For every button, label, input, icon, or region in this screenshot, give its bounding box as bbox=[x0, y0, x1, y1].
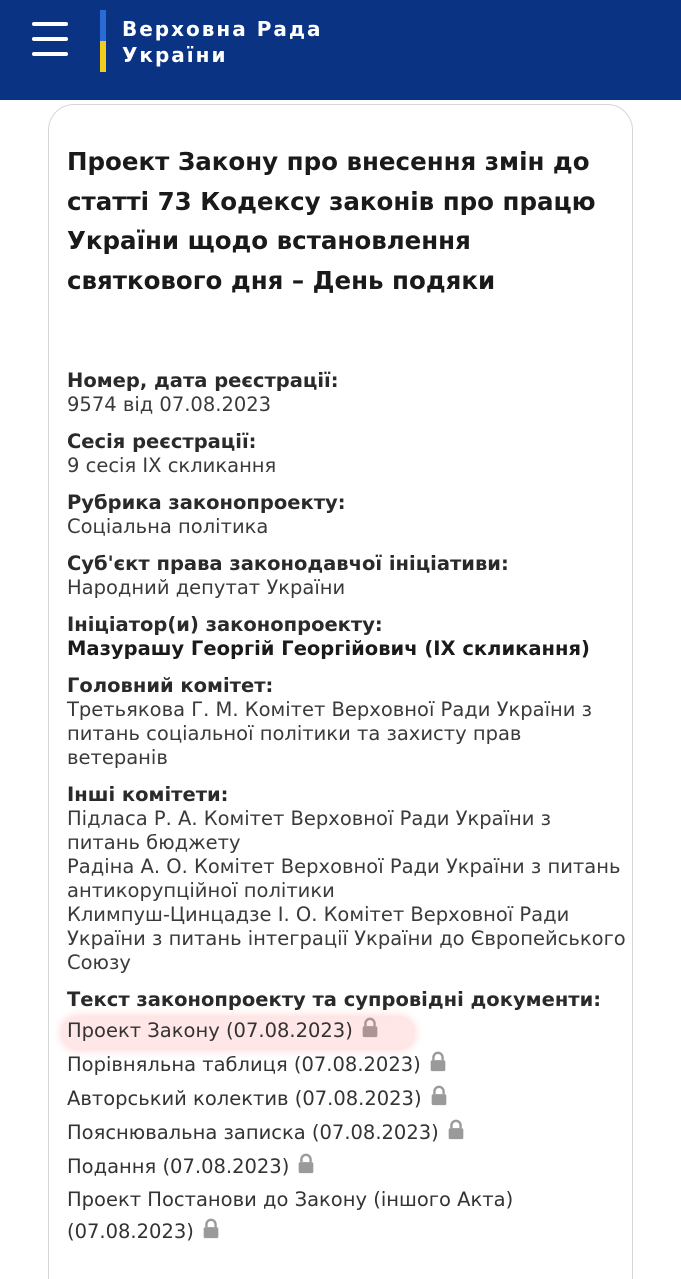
field-label: Сесія реєстрації: bbox=[67, 430, 257, 453]
field-main-committee bbox=[67, 674, 627, 770]
lock-icon bbox=[445, 1119, 467, 1141]
field-label: Суб'єкт права законодавчої ініціативи: bbox=[67, 552, 509, 575]
initiator-link[interactable]: Мазурашу Георгій Георгійович (IX скликання) bbox=[67, 637, 590, 660]
field-value: Народний депутат України bbox=[67, 576, 346, 599]
logo-text bbox=[122, 16, 362, 68]
field-value: Третьякова Г. М. Комітет Верховної Ради України з питань соціальної політики та захисту прав ветеранів bbox=[67, 698, 593, 769]
document-title: Пояснювальна записка (07.08.2023) bbox=[67, 1121, 439, 1144]
committee-item: Климпуш-Цинцадзе І. О. Комітет Верховної Ради України з питань інтеграції України до Європейського Союзу bbox=[67, 903, 626, 974]
field-session bbox=[67, 430, 627, 478]
bill-title: Проект Закону про внесення змін до статті 73 Кодексу законів про працю України щодо встановлення святкового дня – День подяки bbox=[67, 147, 596, 295]
field-rubric bbox=[67, 491, 627, 539]
document-title: Подання (07.08.2023) bbox=[67, 1155, 290, 1178]
field-other-committees bbox=[67, 783, 627, 975]
logo-line-1: Верховна Рада bbox=[122, 17, 323, 41]
flag-icon bbox=[100, 10, 106, 72]
field-initiators bbox=[67, 613, 627, 661]
lock-icon bbox=[428, 1085, 450, 1107]
field-label: Головний комітет: bbox=[67, 674, 274, 697]
document-title: Проект Постанови до Закону (іншого Акта) (07.08.2023) bbox=[67, 1188, 514, 1243]
lock-icon bbox=[427, 1051, 449, 1073]
field-label: Ініціатор(и) законопроекту: bbox=[67, 613, 383, 636]
document-link[interactable] bbox=[67, 1150, 627, 1184]
hamburger-menu-icon[interactable] bbox=[32, 22, 68, 56]
lock-icon bbox=[295, 1153, 317, 1175]
committee-item: Радіна А. О. Комітет Верховної Ради України з питань антикорупційної політики bbox=[67, 855, 621, 902]
document-link[interactable] bbox=[67, 1116, 627, 1150]
document-link[interactable] bbox=[67, 1048, 627, 1082]
lock-icon bbox=[359, 1017, 381, 1039]
bill-details bbox=[67, 369, 627, 1248]
lock-icon bbox=[200, 1218, 222, 1240]
document-title: Порівняльна таблиця (07.08.2023) bbox=[67, 1053, 421, 1076]
field-label: Рубрика законопроекту: bbox=[67, 491, 346, 514]
logo-line-2: України bbox=[122, 43, 228, 67]
field-subject bbox=[67, 552, 627, 600]
document-link[interactable] bbox=[67, 1014, 627, 1048]
documents-list bbox=[67, 1014, 627, 1248]
document-link[interactable] bbox=[67, 1184, 627, 1248]
field-value: Соціальна політика bbox=[67, 515, 269, 538]
document-title: Проект Закону (07.08.2023) bbox=[67, 1019, 353, 1042]
committee-item: Підласа Р. А. Комітет Верховної Ради України з питань бюджету bbox=[67, 807, 552, 854]
document-title: Авторський колектив (07.08.2023) bbox=[67, 1087, 422, 1110]
field-label: Номер, дата реєстрації: bbox=[67, 369, 339, 392]
documents-label: Текст законопроекту та супровідні документи: bbox=[67, 988, 602, 1011]
document-link[interactable] bbox=[67, 1082, 627, 1116]
field-value: 9 сесія IX скликання bbox=[67, 454, 277, 477]
field-label: Інші комітети: bbox=[67, 783, 229, 806]
site-header bbox=[0, 0, 681, 100]
field-registration bbox=[67, 369, 627, 417]
field-value: 9574 від 07.08.2023 bbox=[67, 393, 272, 416]
